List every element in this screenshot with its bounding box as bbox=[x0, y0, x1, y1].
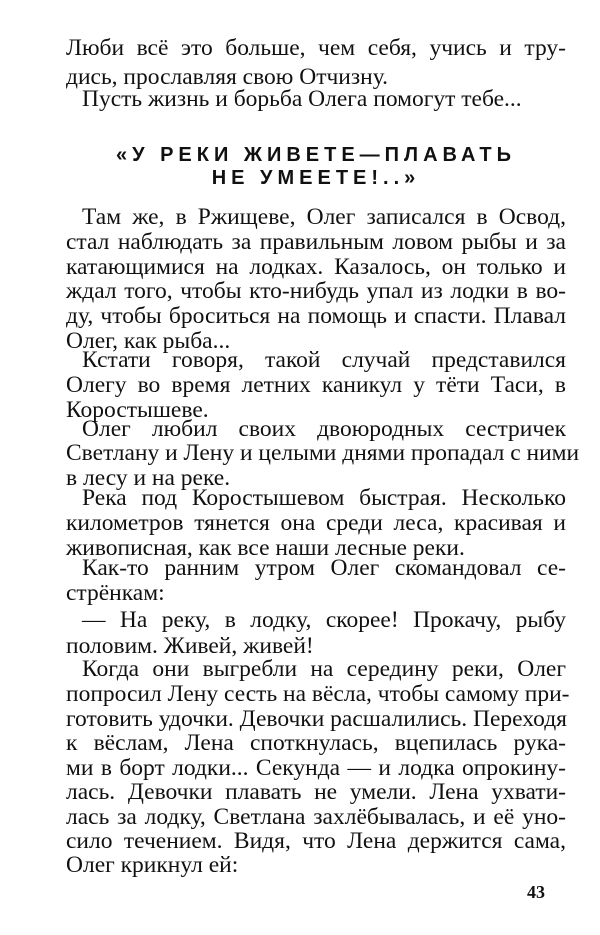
body-line-22: готовить удочки. Девочки расшалились. Переходя bbox=[66, 706, 567, 732]
body-line-18: — На реку, в лодку, скорее! Прокачу, рыбу bbox=[82, 607, 566, 633]
body-line-23: к вёслам, Лена споткнулась, вцепилась рука- bbox=[66, 730, 566, 756]
section-heading-line-1: «У РЕКИ ЖИВЕТЕ—ПЛАВАТЬ bbox=[115, 144, 517, 166]
body-line-1: Там же, в Ржищеве, Олег записался в Освод, bbox=[82, 204, 566, 230]
body-line-28: Олег крикнул ей: bbox=[66, 852, 239, 878]
intro-line-2: дись, прославляя свою Отчизну. bbox=[66, 64, 389, 90]
body-line-15: живописная, как все наши лесные реки. bbox=[66, 535, 465, 561]
body-line-13: Река под Коростышевом быстрая. Несколько bbox=[82, 485, 566, 511]
page-number: 43 bbox=[527, 882, 545, 902]
body-line-14: километров тянется она среди леса, красивая и bbox=[66, 510, 566, 536]
body-line-7: Кстати говоря, такой случай представился bbox=[82, 347, 566, 373]
body-line-20: Когда они выгребли на середину реки, Олег bbox=[82, 656, 566, 682]
body-line-8: Олегу во время летних каникул у тёти Таси, в bbox=[66, 372, 566, 398]
body-line-12: в лесу и на реке. bbox=[66, 465, 231, 491]
body-line-21: попросил Лену сесть на вёсла, чтобы самому при- bbox=[66, 681, 570, 707]
body-line-3: катающимися на лодках. Казалось, он только и bbox=[66, 254, 566, 280]
intro-line-1: Люби всё это больше, чем себя, учись и тру- bbox=[66, 35, 566, 61]
body-line-19: половим. Живей, живей! bbox=[66, 633, 314, 659]
body-line-2: стал наблюдать за правильным ловом рыбы и за bbox=[66, 229, 566, 255]
body-line-26: лась за лодку, Светлана захлёбывалась, и её уно- bbox=[66, 804, 566, 830]
intro-line-3: Пусть жизнь и борьба Олега помогут тебе... bbox=[82, 86, 522, 112]
section-heading-line-2: НЕ УМЕЕТЕ!..» bbox=[211, 167, 421, 189]
body-line-25: лась. Девочки плавать не умели. Лена ухвати- bbox=[66, 779, 566, 805]
body-line-10: Олег любил своих двоюродных сестричек bbox=[82, 416, 566, 442]
body-line-11: Светлану и Лену и целыми днями пропадал с ними bbox=[66, 440, 580, 466]
body-line-9: Коростышеве. bbox=[66, 397, 209, 423]
body-line-16: Как-то ранним утром Олег скомандовал се- bbox=[82, 555, 566, 581]
body-line-6: Олег, как рыба... bbox=[66, 328, 231, 354]
body-line-5: ду, чтобы броситься на помощь и спасти. Плавал bbox=[66, 303, 566, 329]
body-line-24: ми в борт лодки... Секунда — и лодка опрокину- bbox=[66, 755, 566, 781]
body-line-4: ждал того, чтобы кто-нибудь упал из лодки в во- bbox=[66, 278, 566, 304]
body-line-17: стрёнкам: bbox=[66, 580, 165, 606]
body-line-27: сило течением. Видя, что Лена держится сама, bbox=[66, 828, 566, 854]
